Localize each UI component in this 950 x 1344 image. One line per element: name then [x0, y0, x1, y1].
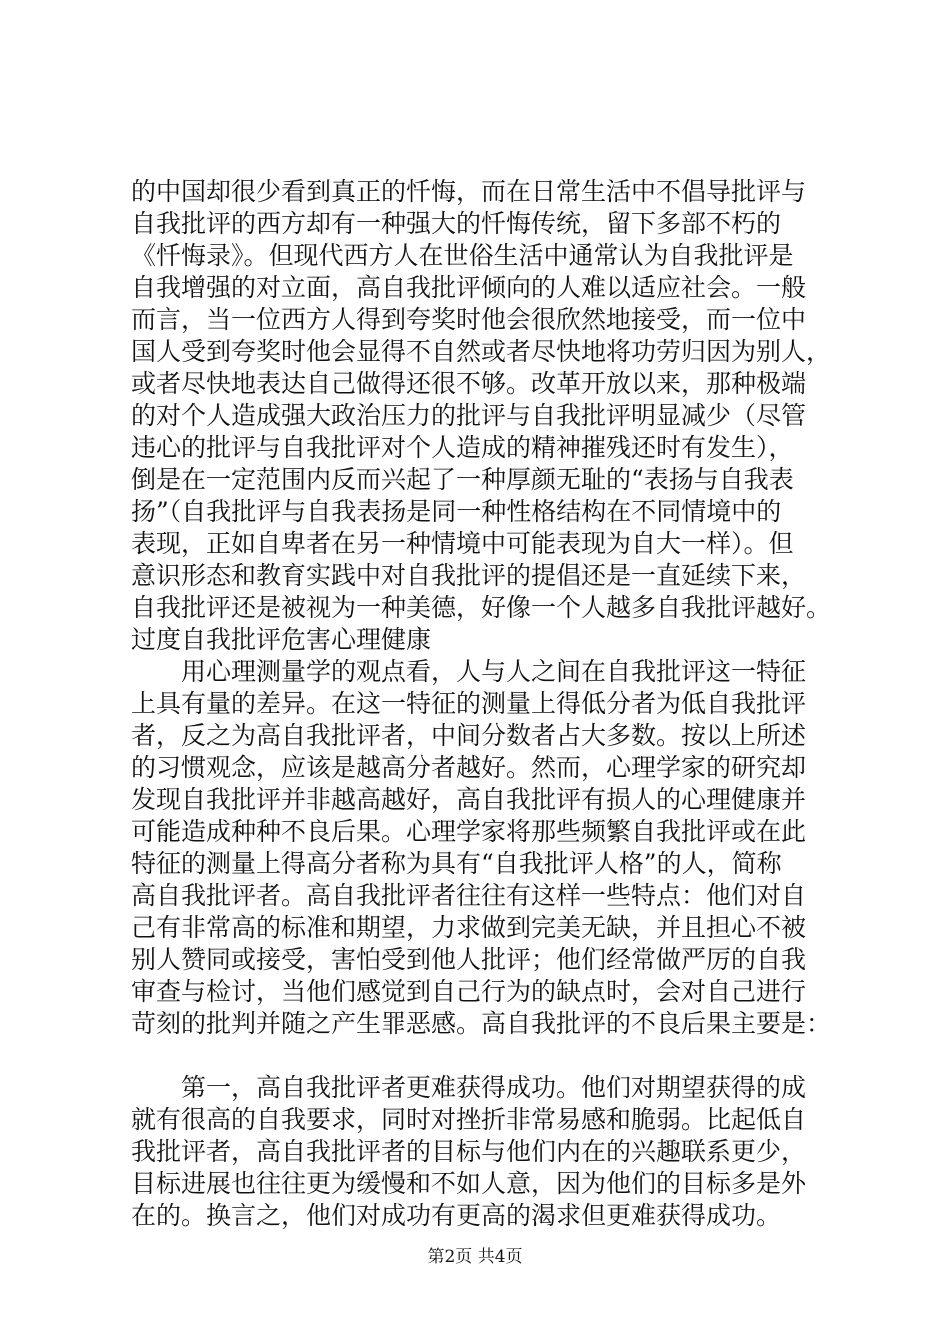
text-line: 第一，高自我批评者更难获得成功。他们对期望获得的成	[131, 1073, 807, 1102]
text-line: 高自我批评者。高自我批评者往往有这样一些特点：他们对自	[131, 881, 807, 910]
text-line: 用心理测量学的观点看，人与人之间在自我批评这一特征	[131, 657, 807, 686]
text-line: 目标进展也往往更为缓慢和不如人意，因为他们的目标多是外	[131, 1169, 807, 1198]
text-line: 就有很高的自我要求，同时对挫折非常易感和脆弱。比起低自	[131, 1105, 807, 1134]
text-line: 过度自我批评危害心理健康	[131, 625, 432, 654]
page-footer: 第2页 共4页	[427, 1247, 523, 1267]
text-line: 我批评者，高自我批评者的目标与他们内在的兴趣联系更少，	[131, 1137, 807, 1166]
text-line: 特征的测量上得高分者称为具有“自我批评人格”的人，简称	[131, 849, 782, 878]
text-line: 上具有量的差异。在这一特征的测量上得低分者为低自我批评	[131, 689, 807, 718]
text-line: 扬”（自我批评与自我表扬是同一种性格结构在不同情境中的	[131, 497, 782, 526]
text-line: 的习惯观念，应该是越高分者越好。然而，心理学家的研究却	[131, 753, 807, 782]
text-line: 或者尽快地表达自己做得还很不够。改革开放以来，那种极端	[131, 369, 807, 398]
text-line: 国人受到夸奖时他会显得不自然或者尽快地将功劳归因为别人，	[131, 337, 832, 366]
text-line: 自我增强的对立面，高自我批评倾向的人难以适应社会。一般	[131, 273, 807, 302]
text-line: 别人赞同或接受，害怕受到他人批评；他们经常做严厉的自我	[131, 945, 807, 974]
text-line: 意识形态和教育实践中对自我批评的提倡还是一直延续下来，	[131, 561, 807, 590]
text-line: 在的。换言之，他们对成功有更高的渴求但更难获得成功。	[131, 1201, 782, 1230]
text-line: 而言，当一位西方人得到夸奖时他会很欣然地接受，而一位中	[131, 305, 807, 334]
text-line: 己有非常高的标准和期望，力求做到完美无缺，并且担心不被	[131, 913, 807, 942]
text-line: 表现，正如自卑者在另一种情境中可能表现为自大一样）。但	[131, 529, 794, 558]
text-line: 的中国却很少看到真正的忏悔，而在日常生活中不倡导批评与	[131, 177, 807, 206]
text-line: 《忏悔录》。但现代西方人在世俗生活中通常认为自我批评是	[131, 241, 794, 270]
text-line: 发现自我批评并非越高越好，高自我批评有损人的心理健康并	[131, 785, 807, 814]
text-line: 者，反之为高自我批评者，中间分数者占大多数。按以上所述	[131, 721, 807, 750]
text-line: 自我批评还是被视为一种美德，好像一个人越多自我批评越好。	[131, 593, 832, 622]
text-line: 审查与检讨，当他们感觉到自己行为的缺点时，会对自己进行	[131, 977, 807, 1006]
text-line: 的对个人造成强大政治压力的批评与自我批评明显减少（尽管	[131, 401, 807, 430]
text-line: 可能造成种种不良后果。心理学家将那些频繁自我批评或在此	[131, 817, 807, 846]
text-line: 违心的批评与自我批评对个人造成的精神摧残还时有发生），	[131, 433, 794, 462]
text-line: 自我批评的西方却有一种强大的忏悔传统，留下多部不朽的	[131, 209, 782, 238]
text-line: 苛刻的批判并随之产生罪恶感。高自我批评的不良后果主要是：	[131, 1009, 832, 1038]
text-line: 倒是在一定范围内反而兴起了一种厚颜无耻的“表扬与自我表	[131, 465, 794, 494]
